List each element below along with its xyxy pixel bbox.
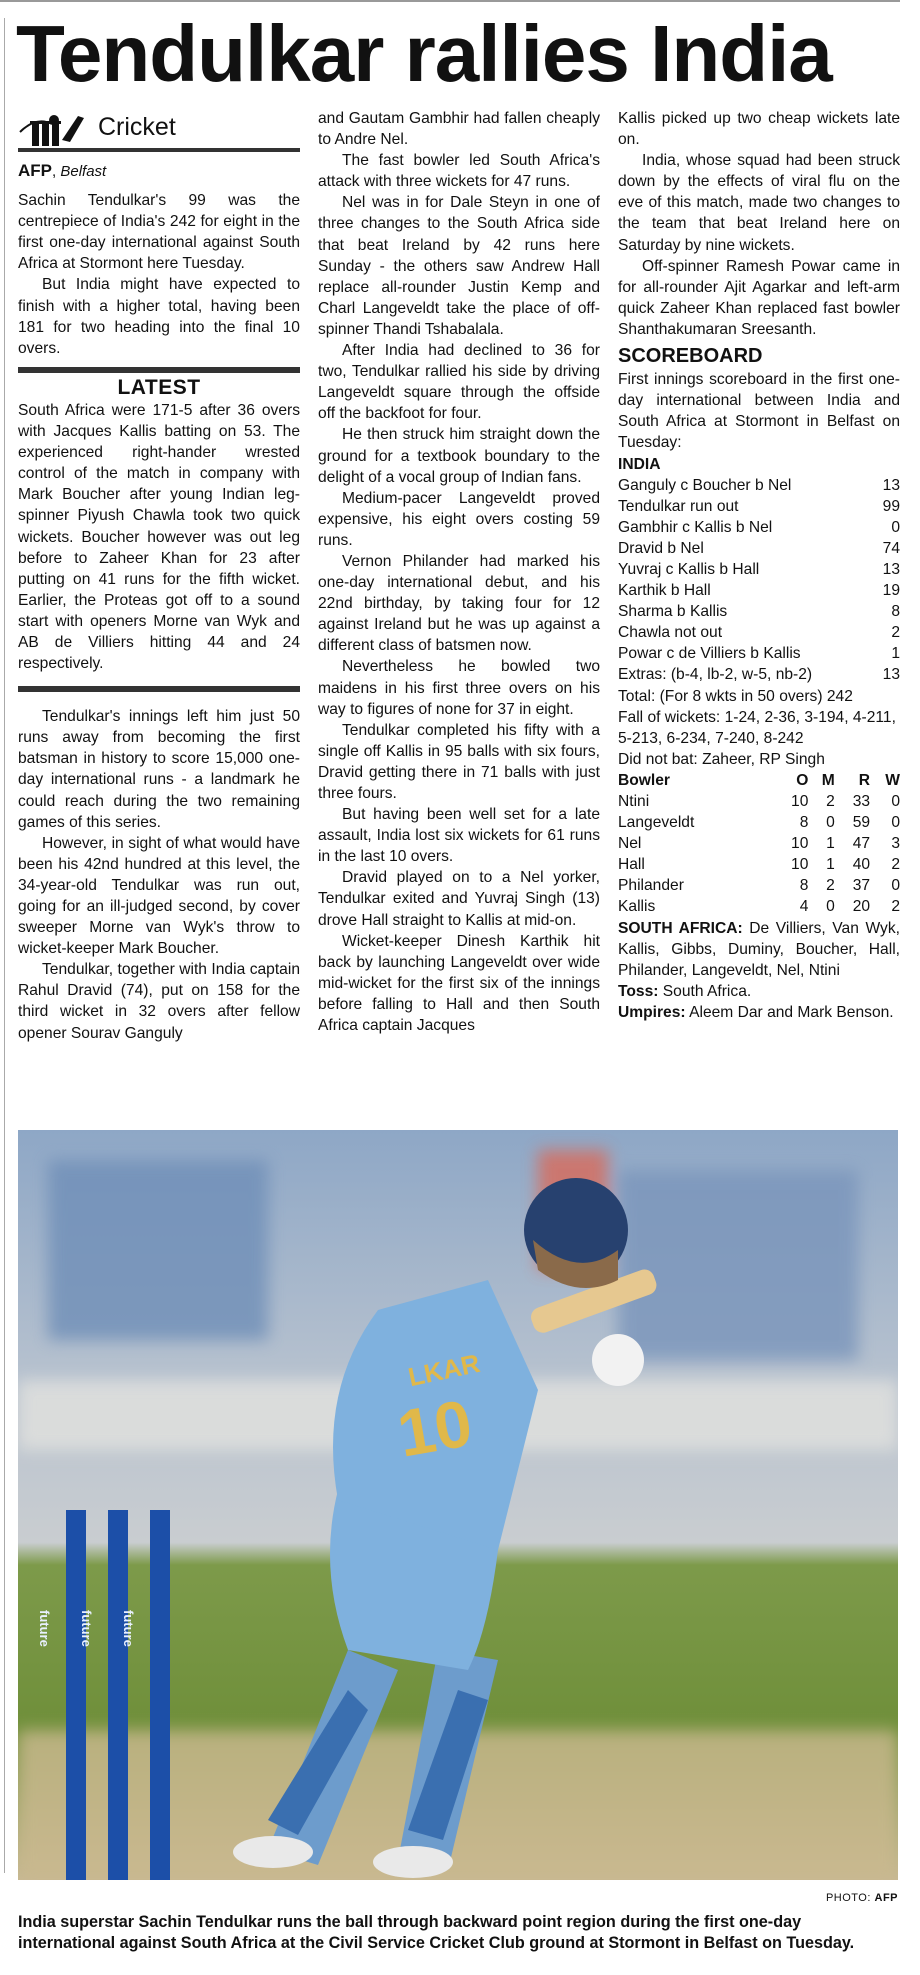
bowling-header: W [885, 771, 900, 789]
col3-paragraph-3: Off-spinner Ramesh Powar came in for all-rounder Ajit Agarkar and left-arm quick Zaheer Khan replaced fast bowler Shanthakumaran Sreesanth. [618, 257, 900, 338]
batting-row [618, 580, 900, 601]
section-label [18, 108, 300, 152]
batsman-runs: 13 [882, 476, 900, 494]
batsman-name: Powar c de Villiers b Kallis [618, 645, 801, 663]
bowler-name: Kallis [618, 898, 656, 916]
column-1 [18, 108, 300, 1044]
scoreboard [618, 346, 900, 1023]
batsman-name: Chawla not out [618, 624, 723, 642]
col1-paragraph-1: Tendulkar's innings left him just 50 runs away from becoming the first batsman in history to score 15,000 one-day international runs - a landmark he could reach during the two remaining games of this series. [18, 708, 300, 831]
shirt-name-text: LKAR [405, 1347, 483, 1393]
fall-of-wickets: Fall of wickets: 1-24, 2-36, 3-194, 4-211, 5-213, 6-234, 7-240, 8-242 [618, 708, 896, 747]
col3-paragraph-1: Kallis picked up two cheap wickets late on. [618, 110, 900, 149]
photo [18, 1130, 898, 1880]
batsman-name: Ganguly c Boucher b Nel [618, 476, 792, 494]
bowling-header: R [858, 771, 871, 789]
total-value: 242 [826, 687, 853, 705]
bowling-row [618, 791, 900, 812]
bowler-runs: 33 [852, 793, 871, 810]
bowler-runs: 37 [852, 877, 871, 895]
top-rule [0, 0, 900, 2]
latest-bottom-rule [18, 686, 300, 692]
bowler-overs: 10 [791, 835, 809, 853]
bowler-overs: 10 [791, 793, 809, 810]
bowler-runs: 40 [852, 856, 871, 874]
bowler-runs: 59 [852, 814, 871, 832]
batsman-runs: 2 [891, 624, 900, 642]
bowler-maidens: 2 [826, 793, 835, 810]
batsman-runs: 19 [882, 582, 900, 600]
col2-paragraph-9: Tendulkar completed his fifty with a single off Kallis in 95 balls with six fours, Dravid getting there in 71 balls with just three fours. [318, 721, 600, 802]
batting-row [618, 475, 900, 496]
umpires-label: Umpires: [618, 1003, 686, 1021]
bowling-header: Bowler [618, 771, 670, 789]
col2-paragraph-5: He then struck him straight down the ground for a textbook boundary to the delight of a vocal group of Indian fans. [318, 426, 600, 486]
batting-row [618, 664, 900, 685]
batting-row [618, 622, 900, 643]
photo-credit-agency: AFP [874, 1892, 898, 1904]
batting-row [618, 559, 900, 580]
col2-paragraph-4: After India had declined to 36 for two, Tendulkar rallied his side by driving Langeveldt square through the offside off the backfoot for four. [318, 342, 600, 423]
column-3 [618, 108, 900, 1023]
bowler-name: Langeveldt [618, 814, 695, 832]
stump-text-1: future [37, 1610, 52, 1647]
col1-paragraph-2: However, in sight of what would have been his 42nd hundred at this level, the 34-year-old Tendulkar was run out, going for an ill-judged second, by cover sweeper Morne van Wyk's throw to wicket-keeper Mark Boucher. [18, 834, 300, 958]
bowler-maidens: 1 [826, 856, 835, 874]
photo-credit-label: PHOTO: [825, 1892, 871, 1904]
umpires [618, 1002, 900, 1023]
bowler-maidens: 0 [826, 898, 835, 916]
bowler-wickets: 2 [891, 856, 900, 874]
did-not-bat: Did not bat: Zaheer, RP Singh [618, 750, 825, 768]
column-2 [318, 108, 600, 1036]
batting-row [618, 496, 900, 517]
batsman-runs: 99 [882, 497, 900, 515]
batsman-name: Dravid b Nel [618, 539, 704, 557]
batsman-name: Yuvraj c Kallis b Hall [618, 560, 760, 578]
scoreboard-heading: SCOREBOARD [618, 345, 763, 368]
scoreboard-intro: First innings scoreboard in the first one-day international between India and South Africa at Stormont in Belfast on Tuesday: [618, 371, 900, 452]
bowling-table [618, 770, 900, 918]
col2-paragraph-3: Nel was in for Dale Steyn in one of three changes to the South Africa side that beat Ireland by 42 runs here Sunday - the others saw Andrew Hall replace all-rounder Justin Kemp and Charl Langeveldt take the place of off-spinner Thandi Tshabalala. [318, 194, 600, 338]
latest-heading: LATEST [117, 375, 201, 399]
batsman-runs: 0 [891, 518, 900, 536]
bowler-maidens: 2 [826, 877, 835, 895]
bowler-wickets: 2 [891, 898, 900, 916]
batsman-photo [18, 1130, 898, 1880]
total-row [618, 686, 900, 707]
batsman-runs: 13 [882, 666, 900, 684]
batting-list [618, 475, 900, 707]
latest-top-rule [18, 367, 300, 373]
batsman-name: Tendulkar run out [618, 497, 739, 515]
bowler-name: Nel [618, 835, 642, 853]
bowler-overs: 8 [799, 814, 809, 832]
batting-row [618, 643, 900, 664]
col2-paragraph-2: The fast bowler led South Africa's attack with three wickets for 47 runs. [318, 152, 600, 191]
south-africa-label: SOUTH AFRICA: [618, 919, 743, 937]
bowler-overs: 10 [791, 856, 809, 874]
byline-place: Belfast [60, 163, 107, 180]
bowler-maidens: 0 [826, 814, 835, 832]
byline-agency: AFP [18, 161, 52, 180]
bowling-header-row [618, 770, 900, 791]
bowling-row [618, 854, 900, 875]
batsman-runs: 74 [882, 539, 900, 557]
photo-caption: India superstar Sachin Tendulkar runs the ball through backward point region during the first one-day international against South Africa at the Civil Service Cricket Club ground at Stormont in Belfast on Tuesday. [18, 1913, 855, 1952]
batting-row [618, 601, 900, 622]
bowling-header: M [821, 771, 835, 789]
bowling-header: O [796, 771, 809, 789]
bowler-runs: 47 [852, 835, 871, 853]
col1-paragraph-3: Tendulkar, together with India captain Rahul Dravid (74), put on 158 for the third wicket in 32 overs after fellow opener Sourav Ganguly [18, 961, 300, 1042]
col2-paragraph-10: But having been well set for a late assault, India lost six wickets for 61 runs in the last 10 overs. [318, 806, 600, 866]
bowler-overs: 8 [799, 877, 809, 895]
bowler-name: Hall [618, 856, 645, 874]
latest-text: South Africa were 171-5 after 36 overs with Jacques Kallis batting on 53. The experienced right-hander wrested control of the match in company with Mark Boucher after young Indian leg-spinner Piyush Chawla took two quick wickets. Boucher however was out leg before to Zaheer Khan for 23 after putting on 41 runs for the fifth wicket. Earlier, the Proteas got off to a sound start with openers Morne van Wyk and AB de Villiers hitting 44 and 24 respectively. [18, 401, 300, 673]
toss-value: South Africa. [662, 982, 752, 1000]
batsman-name: Gambhir c Kallis b Nel [618, 518, 773, 536]
bowler-name: Ntini [618, 793, 650, 810]
stump-text-3: future [121, 1610, 136, 1647]
batsman-name: Sharma b Kallis [618, 603, 728, 621]
scoreboard-team: INDIA [618, 455, 661, 473]
section-label-text: Cricket [98, 113, 176, 142]
col2-paragraph-6: Medium-pacer Langeveldt proved expensive, his eight overs costing 59 runs. [318, 489, 600, 549]
col2-paragraph-8: Nevertheless he bowled two maidens in his first three overs on his way to figures of none for 37 in eight. [318, 658, 600, 718]
col2-paragraph-12: Wicket-keeper Dinesh Karthik hit back by launching Langeveldt over wide mid-wicket for the first six of the innings before falling to Hall and then South Africa captain Jacques [318, 932, 600, 1035]
south-africa-players: De Villiers, Van Wyk, Kallis, Gibbs, Duminy, Boucher, Hall, Philander, Langeveldt, Nel, Ntini [618, 919, 900, 979]
byline: AFP, Belfast [18, 161, 107, 180]
bowler-runs: 20 [852, 898, 871, 916]
batsman-runs: 1 [891, 645, 900, 663]
batsman-name: Karthik b Hall [618, 582, 711, 600]
batsman-name: Extras: (b-4, lb-2, w-5, nb-2) [618, 666, 813, 684]
left-margin-rule [4, 18, 5, 1873]
toss-label: Toss: [618, 982, 659, 1000]
cricket-stumps-icon [18, 110, 94, 146]
shirt-number-text: 10 [392, 1385, 478, 1471]
batting-row [618, 538, 900, 559]
bowling-row [618, 812, 900, 833]
col2-paragraph-1: and Gautam Gambhir had fallen cheaply to Andre Nel. [318, 110, 600, 149]
stump-text-2: future [79, 1610, 94, 1647]
col3-paragraph-2: India, whose squad had been struck down by the effects of viral flu on the eve of this match, made two changes to the team that beat Ireland here on Saturday by nine wickets. [618, 152, 900, 254]
batting-row [618, 517, 900, 538]
bowling-row [618, 875, 900, 896]
col2-paragraph-11: Dravid played on to a Nel yorker, Tendulkar exited and Yuvraj Singh (13) drove Hall straight to Kallis at mid-on. [318, 869, 600, 929]
col2-paragraph-7: Vernon Philander had marked his one-day international debut, and his 22nd birthday, by taking four for 12 against Ireland but he was up against a different class of batsmen now. [318, 552, 600, 655]
batsman-runs: 8 [891, 603, 900, 621]
photo-credit [826, 1892, 898, 1904]
stumps [66, 1510, 170, 1880]
south-africa-team [618, 918, 900, 981]
intro-paragraph-1: Sachin Tendulkar's 99 was the centrepiece of India's 242 for eight in the first one-day international against South Africa at Stormont here Tuesday. [18, 192, 300, 273]
bowler-name: Philander [618, 877, 684, 895]
headline: Tendulkar rallies India [16, 9, 832, 98]
umpires-value: Aleem Dar and Mark Benson. [689, 1003, 894, 1021]
bowler-wickets: 0 [891, 877, 900, 895]
bowler-overs: 4 [799, 898, 809, 916]
bowler-wickets: 0 [891, 814, 900, 832]
toss [618, 981, 900, 1002]
bowling-row [618, 833, 900, 854]
intro-paragraph-2: But India might have expected to finish with a higher total, having been 181 for two heading into the final 10 overs. [18, 276, 300, 357]
bowler-maidens: 1 [826, 835, 835, 853]
bowling-row [618, 896, 900, 917]
total-label: Total: (For 8 wkts in 50 overs) [618, 687, 823, 705]
bowler-wickets: 3 [891, 835, 900, 853]
batsman-runs: 13 [882, 560, 900, 578]
bowler-wickets: 0 [891, 793, 900, 810]
